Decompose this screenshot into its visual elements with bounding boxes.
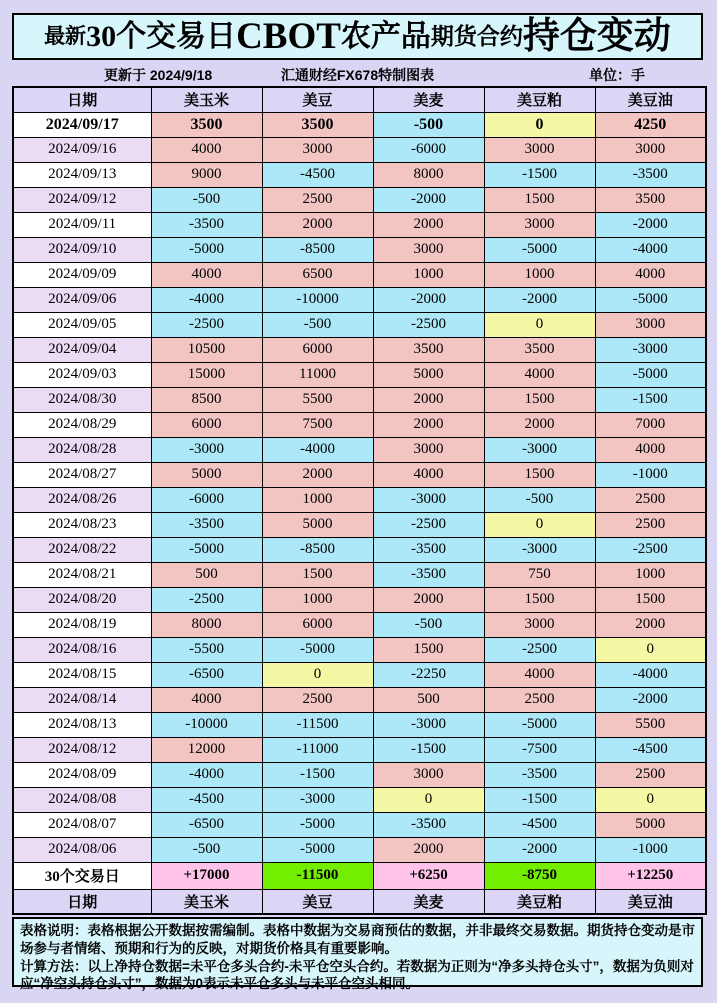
- value-cell: 3000: [595, 137, 706, 162]
- value-cell: 5000: [595, 812, 706, 837]
- table-row: [13, 337, 706, 362]
- date-cell: 2024/08/23: [13, 512, 151, 537]
- title-segment: 期货合约: [430, 24, 523, 49]
- table-row: [13, 837, 706, 862]
- date-cell: 2024/09/10: [13, 237, 151, 262]
- value-cell: -5000: [484, 712, 595, 737]
- value-cell: 2000: [484, 412, 595, 437]
- date-cell: 2024/09/04: [13, 337, 151, 362]
- value-cell: 1500: [262, 562, 373, 587]
- value-cell: 5000: [262, 512, 373, 537]
- value-cell: -5000: [262, 812, 373, 837]
- value-cell: 2500: [262, 187, 373, 212]
- value-cell: -1500: [484, 787, 595, 812]
- summary-row: [13, 862, 706, 889]
- footer-column-header: 美豆油: [595, 889, 706, 914]
- table-row: [13, 237, 706, 262]
- date-cell: 2024/09/03: [13, 362, 151, 387]
- value-cell: 4000: [484, 662, 595, 687]
- value-cell: -2000: [373, 187, 484, 212]
- value-cell: 4000: [373, 462, 484, 487]
- value-cell: 2500: [595, 762, 706, 787]
- value-cell: 4250: [595, 112, 706, 137]
- value-cell: 3000: [484, 612, 595, 637]
- value-cell: 3000: [484, 137, 595, 162]
- date-cell: 2024/09/17: [13, 112, 151, 137]
- value-cell: 8500: [151, 387, 262, 412]
- table-row: [13, 412, 706, 437]
- value-cell: -6000: [151, 487, 262, 512]
- summary-value-cell: +6250: [373, 862, 484, 889]
- value-cell: 1000: [262, 587, 373, 612]
- value-cell: 6500: [262, 262, 373, 287]
- value-cell: 3500: [595, 187, 706, 212]
- value-cell: -500: [262, 312, 373, 337]
- value-cell: 4000: [151, 137, 262, 162]
- table-header: [13, 87, 706, 112]
- table-row: [13, 312, 706, 337]
- value-cell: 0: [484, 112, 595, 137]
- value-cell: -1500: [373, 737, 484, 762]
- table-row: [13, 187, 706, 212]
- value-cell: 0: [484, 312, 595, 337]
- summary-value-cell: +17000: [151, 862, 262, 889]
- date-cell: 2024/09/09: [13, 262, 151, 287]
- table-row: [13, 712, 706, 737]
- value-cell: 0: [484, 512, 595, 537]
- value-cell: -2000: [484, 287, 595, 312]
- table-row: [13, 512, 706, 537]
- title-segment: 30个交易日: [86, 19, 237, 53]
- date-cell: 2024/08/28: [13, 437, 151, 462]
- value-cell: -5000: [151, 537, 262, 562]
- table-row: [13, 612, 706, 637]
- value-cell: -7500: [484, 737, 595, 762]
- source-label: 汇通财经FX678特制图表: [280, 67, 435, 83]
- value-cell: 750: [484, 562, 595, 587]
- date-cell: 2024/08/14: [13, 687, 151, 712]
- value-cell: 500: [151, 562, 262, 587]
- table-row: [13, 462, 706, 487]
- unit-label: 单位：手: [589, 67, 645, 83]
- date-cell: 2024/08/30: [13, 387, 151, 412]
- value-cell: -3500: [151, 212, 262, 237]
- value-cell: 1500: [484, 187, 595, 212]
- value-cell: -3000: [151, 437, 262, 462]
- value-cell: -2500: [373, 512, 484, 537]
- value-cell: 2000: [373, 837, 484, 862]
- subtitle-strip: [12, 61, 703, 86]
- value-cell: 1000: [595, 562, 706, 587]
- value-cell: -2000: [484, 837, 595, 862]
- value-cell: -2000: [595, 687, 706, 712]
- value-cell: 11000: [262, 362, 373, 387]
- summary-value-cell: +12250: [595, 862, 706, 889]
- table-row: [13, 437, 706, 462]
- value-cell: -8500: [262, 537, 373, 562]
- value-cell: -4500: [484, 812, 595, 837]
- value-cell: -4000: [151, 762, 262, 787]
- value-cell: 0: [373, 787, 484, 812]
- value-cell: 9000: [151, 162, 262, 187]
- value-cell: -5000: [595, 287, 706, 312]
- value-cell: 6000: [151, 412, 262, 437]
- table-footer: [13, 862, 706, 914]
- value-cell: 0: [262, 662, 373, 687]
- value-cell: -5000: [484, 237, 595, 262]
- value-cell: -1500: [262, 762, 373, 787]
- value-cell: -5500: [151, 637, 262, 662]
- header-row: [13, 87, 706, 112]
- column-header: 美麦: [373, 87, 484, 112]
- table-body: [13, 112, 706, 862]
- positions-table: [12, 86, 707, 915]
- title-segment: 农产品: [340, 19, 431, 53]
- value-cell: 7500: [262, 412, 373, 437]
- column-header: 美玉米: [151, 87, 262, 112]
- value-cell: 3000: [373, 762, 484, 787]
- column-header: 美豆油: [595, 87, 706, 112]
- footer-column-header: 美玉米: [151, 889, 262, 914]
- footer-column-header: 日期: [13, 889, 151, 914]
- table-row: [13, 662, 706, 687]
- value-cell: 3000: [484, 212, 595, 237]
- value-cell: -500: [373, 112, 484, 137]
- value-cell: 6000: [262, 612, 373, 637]
- date-cell: 2024/08/15: [13, 662, 151, 687]
- value-cell: 10500: [151, 337, 262, 362]
- note-calc-method: 计算方法：以上净持仓数据=未平仓多头合约-未平仓空头合约。若数据为正则为“净多头持仓头寸”，数据为负则对应“净空头持仓头寸”，数据为0表示未平仓多头与未平仓空头相同。: [20, 958, 694, 992]
- value-cell: 4000: [484, 362, 595, 387]
- value-cell: 2500: [484, 687, 595, 712]
- column-header: 美豆粕: [484, 87, 595, 112]
- value-cell: 1500: [484, 587, 595, 612]
- table-row: [13, 162, 706, 187]
- value-cell: 2000: [373, 212, 484, 237]
- value-cell: -6500: [151, 662, 262, 687]
- value-cell: -5000: [262, 837, 373, 862]
- notes-box: [12, 917, 703, 992]
- value-cell: -6000: [373, 137, 484, 162]
- value-cell: -500: [151, 837, 262, 862]
- value-cell: 4000: [595, 437, 706, 462]
- value-cell: -3000: [595, 337, 706, 362]
- date-cell: 2024/08/22: [13, 537, 151, 562]
- value-cell: 2500: [262, 687, 373, 712]
- summary-value-cell: -11500: [262, 862, 373, 889]
- value-cell: 4000: [151, 687, 262, 712]
- value-cell: -2000: [595, 212, 706, 237]
- value-cell: 2000: [373, 412, 484, 437]
- value-cell: 6000: [262, 337, 373, 362]
- table-row: [13, 137, 706, 162]
- value-cell: -3500: [151, 512, 262, 537]
- date-cell: 2024/08/09: [13, 762, 151, 787]
- value-cell: -2500: [151, 587, 262, 612]
- value-cell: 12000: [151, 737, 262, 762]
- value-cell: 3500: [484, 337, 595, 362]
- footer-column-header: 美麦: [373, 889, 484, 914]
- date-cell: 2024/08/07: [13, 812, 151, 837]
- value-cell: -3000: [373, 487, 484, 512]
- value-cell: -1500: [595, 387, 706, 412]
- value-cell: -2500: [373, 312, 484, 337]
- value-cell: 1500: [595, 587, 706, 612]
- value-cell: 5000: [373, 362, 484, 387]
- value-cell: 1500: [373, 637, 484, 662]
- value-cell: 3000: [373, 437, 484, 462]
- value-cell: 3000: [595, 312, 706, 337]
- value-cell: -2000: [373, 287, 484, 312]
- update-date-label: 更新于 2024/9/18: [104, 67, 213, 83]
- value-cell: 2000: [262, 462, 373, 487]
- date-cell: 2024/08/27: [13, 462, 151, 487]
- value-cell: -3000: [373, 712, 484, 737]
- value-cell: -2500: [484, 637, 595, 662]
- value-cell: -1000: [595, 837, 706, 862]
- value-cell: -5000: [595, 362, 706, 387]
- date-cell: 2024/08/06: [13, 837, 151, 862]
- value-cell: 0: [595, 637, 706, 662]
- date-cell: 2024/08/29: [13, 412, 151, 437]
- footer-header-row: [13, 889, 706, 914]
- table-row: [13, 212, 706, 237]
- value-cell: 8000: [373, 162, 484, 187]
- value-cell: -3500: [373, 562, 484, 587]
- table-row: [13, 637, 706, 662]
- value-cell: 2000: [262, 212, 373, 237]
- value-cell: 5500: [262, 387, 373, 412]
- value-cell: -4000: [595, 662, 706, 687]
- value-cell: -11000: [262, 737, 373, 762]
- value-cell: -2250: [373, 662, 484, 687]
- value-cell: -4500: [151, 787, 262, 812]
- value-cell: 3500: [262, 112, 373, 137]
- table-row: [13, 812, 706, 837]
- table-row: [13, 737, 706, 762]
- value-cell: 1000: [262, 487, 373, 512]
- date-cell: 2024/08/12: [13, 737, 151, 762]
- column-header: 美豆: [262, 87, 373, 112]
- value-cell: 1000: [484, 262, 595, 287]
- table-row: [13, 287, 706, 312]
- table-row: [13, 537, 706, 562]
- summary-value-cell: -8750: [484, 862, 595, 889]
- value-cell: -500: [484, 487, 595, 512]
- value-cell: 4000: [151, 262, 262, 287]
- value-cell: -4000: [262, 437, 373, 462]
- value-cell: -10000: [151, 712, 262, 737]
- table-row: [13, 262, 706, 287]
- value-cell: 2000: [373, 587, 484, 612]
- value-cell: -5000: [262, 637, 373, 662]
- value-cell: -3500: [373, 812, 484, 837]
- value-cell: -4500: [262, 162, 373, 187]
- value-cell: 2500: [595, 512, 706, 537]
- table-row: [13, 787, 706, 812]
- value-cell: 4000: [595, 262, 706, 287]
- date-cell: 2024/09/13: [13, 162, 151, 187]
- value-cell: 8000: [151, 612, 262, 637]
- value-cell: 15000: [151, 362, 262, 387]
- date-cell: 2024/08/08: [13, 787, 151, 812]
- value-cell: 3500: [373, 337, 484, 362]
- value-cell: -8500: [262, 237, 373, 262]
- value-cell: -500: [373, 612, 484, 637]
- table-row: [13, 487, 706, 512]
- value-cell: 2000: [373, 387, 484, 412]
- date-cell: 2024/08/16: [13, 637, 151, 662]
- value-cell: -4500: [595, 737, 706, 762]
- table-row: [13, 112, 706, 137]
- value-cell: -3000: [262, 787, 373, 812]
- date-cell: 2024/09/12: [13, 187, 151, 212]
- value-cell: -2500: [151, 312, 262, 337]
- table-row: [13, 587, 706, 612]
- date-cell: 2024/09/11: [13, 212, 151, 237]
- summary-label: 30个交易日: [13, 862, 151, 889]
- value-cell: -1000: [595, 462, 706, 487]
- footer-column-header: 美豆: [262, 889, 373, 914]
- table-row: [13, 762, 706, 787]
- date-cell: 2024/08/13: [13, 712, 151, 737]
- footer-column-header: 美豆粕: [484, 889, 595, 914]
- value-cell: 2000: [595, 612, 706, 637]
- value-cell: -3500: [595, 162, 706, 187]
- value-cell: 3500: [151, 112, 262, 137]
- value-cell: 2500: [595, 487, 706, 512]
- date-cell: 2024/09/06: [13, 287, 151, 312]
- value-cell: -4000: [595, 237, 706, 262]
- value-cell: -2500: [595, 537, 706, 562]
- date-cell: 2024/08/21: [13, 562, 151, 587]
- title-segment: 持仓变动: [522, 16, 671, 57]
- value-cell: 5500: [595, 712, 706, 737]
- value-cell: 5000: [151, 462, 262, 487]
- value-cell: -3500: [484, 762, 595, 787]
- value-cell: 1000: [373, 262, 484, 287]
- table-row: [13, 562, 706, 587]
- title-segment: CBOT: [236, 16, 341, 57]
- value-cell: 7000: [595, 412, 706, 437]
- value-cell: -11500: [262, 712, 373, 737]
- value-cell: 3000: [262, 137, 373, 162]
- column-header: 日期: [13, 87, 151, 112]
- note-table-description: 表格说明：表格根据公开数据按需编制。表格中数据为交易商预估的数据，并非最终交易数据。期货持仓变动是市场参与者情绪、预期和行为的反映，对期货价格具有重要影响。: [20, 923, 695, 956]
- value-cell: 1500: [484, 387, 595, 412]
- table-row: [13, 687, 706, 712]
- value-cell: 500: [373, 687, 484, 712]
- table-row: [13, 387, 706, 412]
- table-row: [13, 362, 706, 387]
- date-cell: 2024/09/05: [13, 312, 151, 337]
- value-cell: -3000: [484, 437, 595, 462]
- value-cell: 1500: [484, 462, 595, 487]
- value-cell: -4000: [151, 287, 262, 312]
- value-cell: -6500: [151, 812, 262, 837]
- value-cell: -10000: [262, 287, 373, 312]
- date-cell: 2024/08/26: [13, 487, 151, 512]
- page-title: [12, 13, 703, 60]
- value-cell: 0: [595, 787, 706, 812]
- value-cell: 3000: [373, 237, 484, 262]
- value-cell: -3500: [373, 537, 484, 562]
- title-segment: 最新: [44, 24, 87, 48]
- value-cell: -500: [151, 187, 262, 212]
- value-cell: -3000: [484, 537, 595, 562]
- date-cell: 2024/08/20: [13, 587, 151, 612]
- value-cell: -1500: [484, 162, 595, 187]
- date-cell: 2024/08/19: [13, 612, 151, 637]
- value-cell: -5000: [151, 237, 262, 262]
- date-cell: 2024/09/16: [13, 137, 151, 162]
